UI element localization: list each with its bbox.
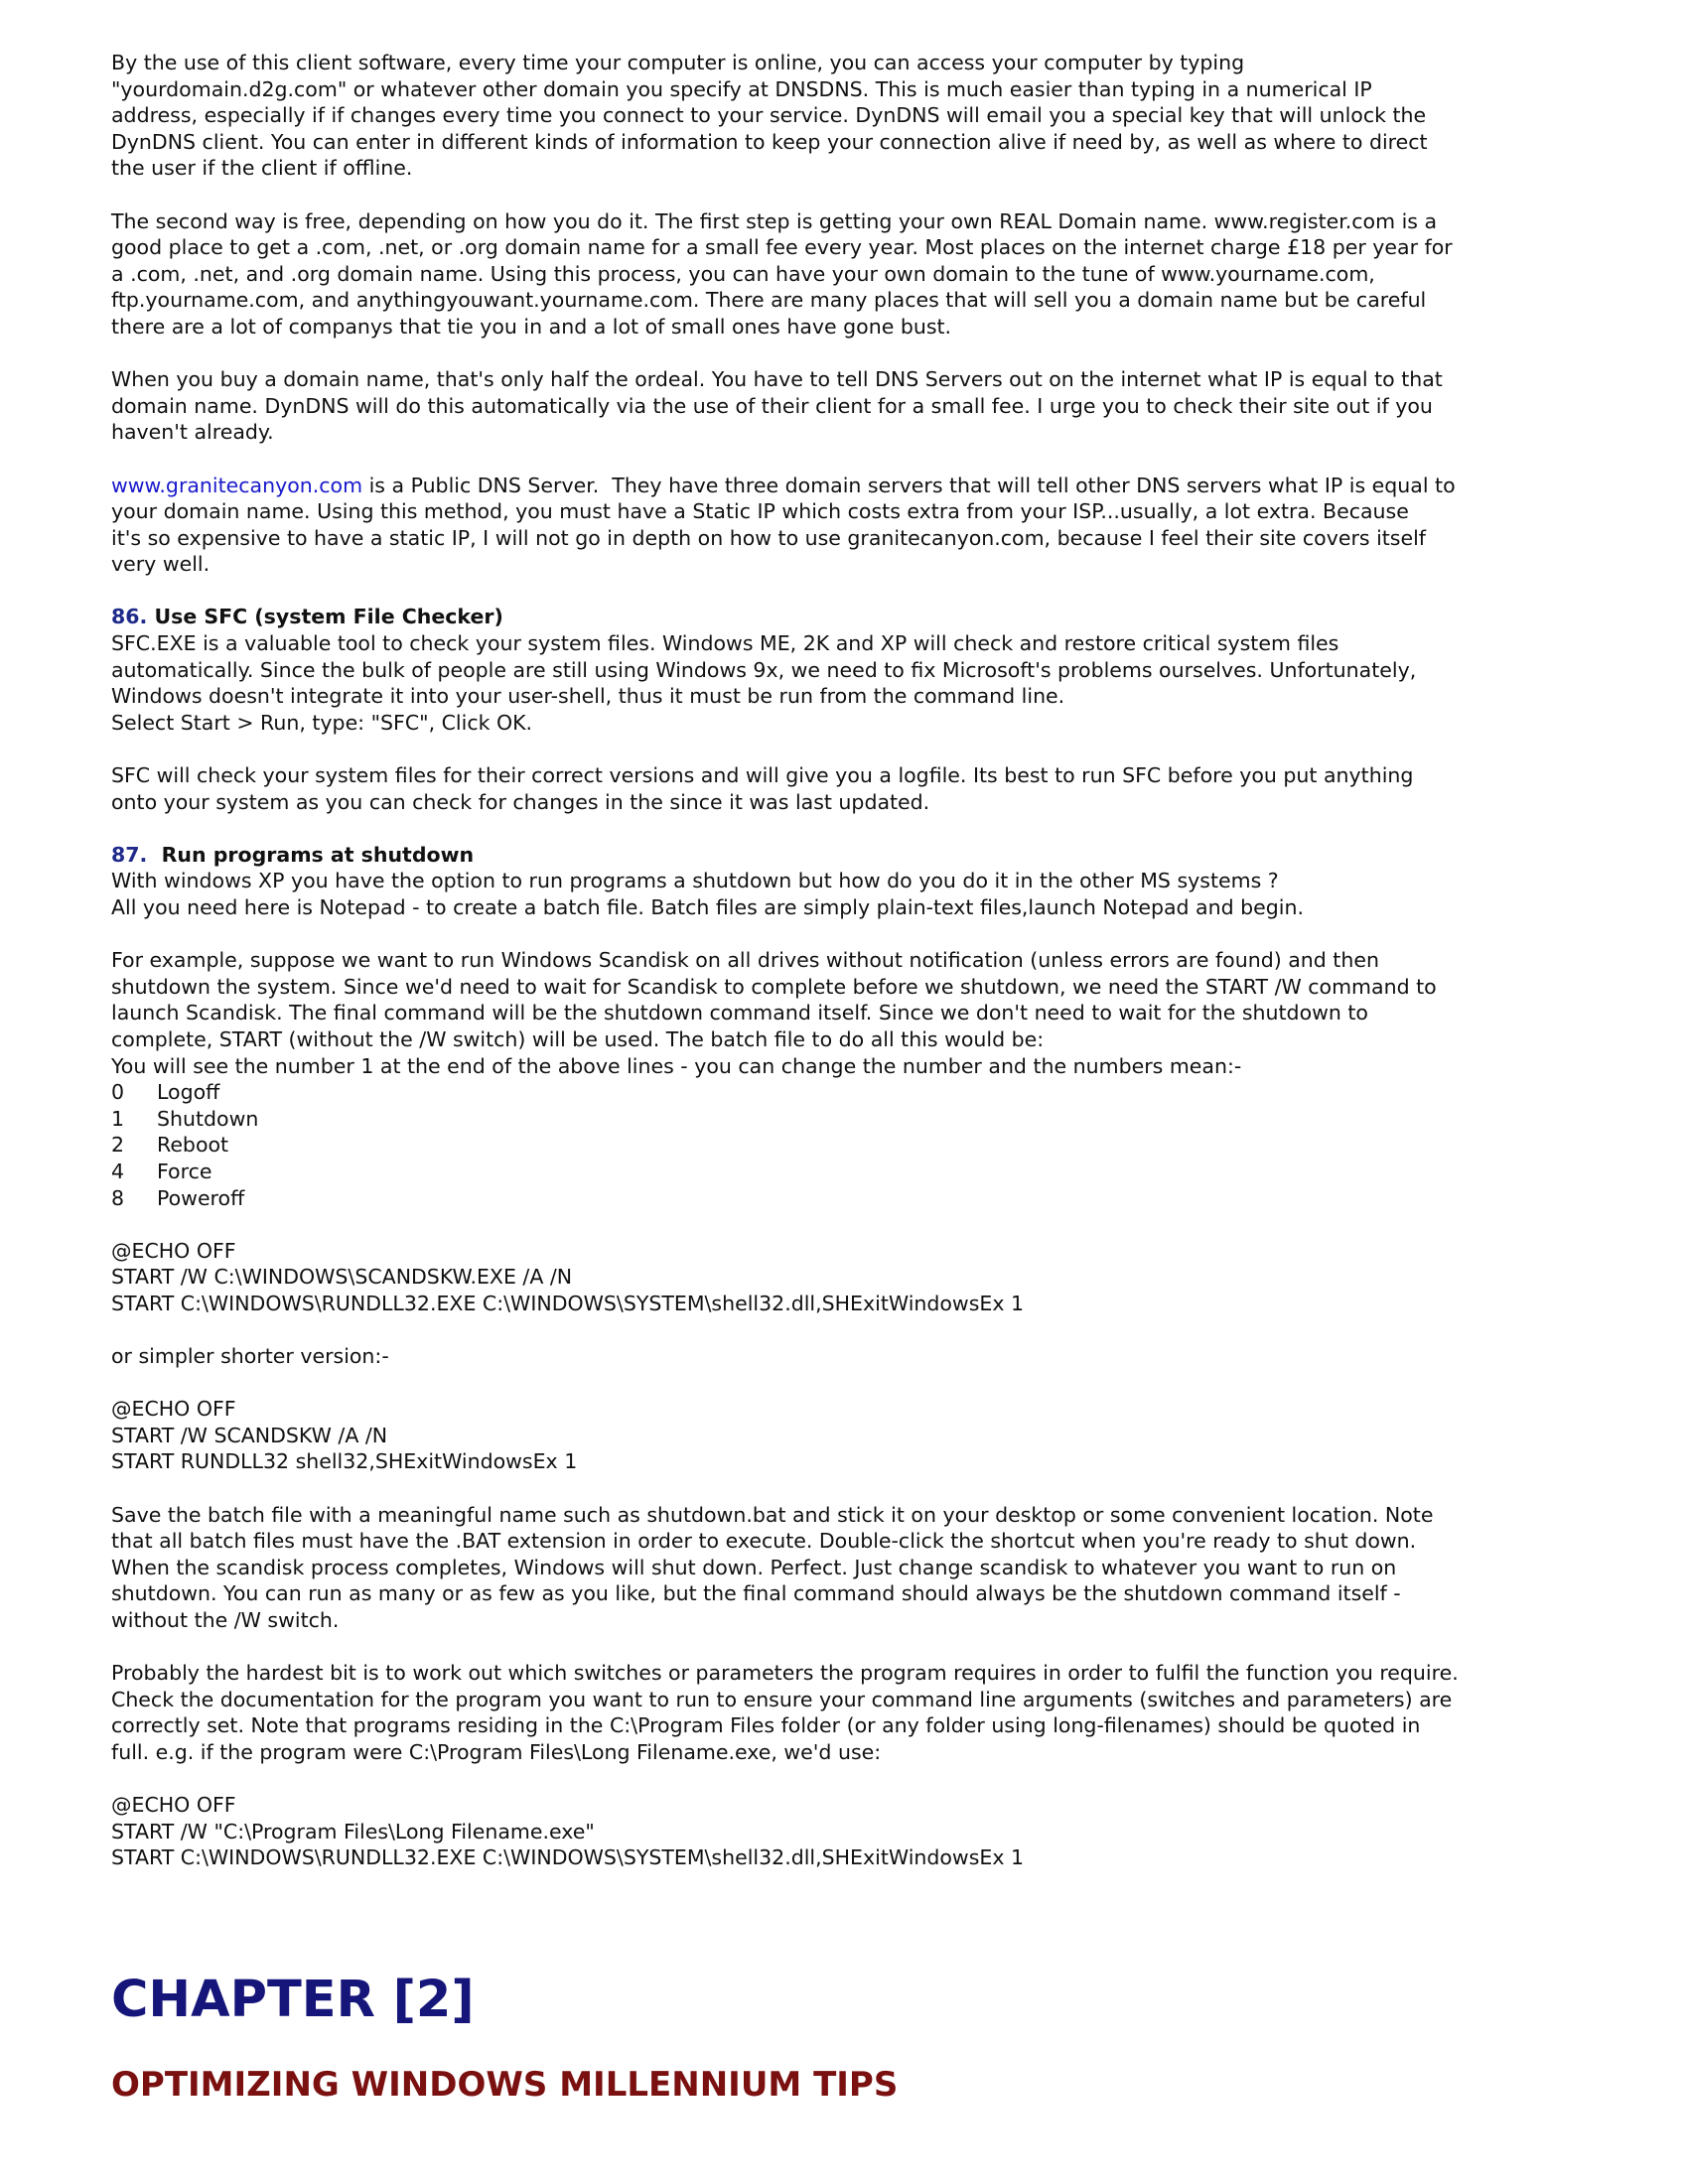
batch-code-block-2: @ECHO OFF START /W SCANDSKW /A /N START RUNDLL32 shell32,SHExitWindowsEx 1	[111, 1397, 578, 1474]
document-body	[111, 50, 1601, 1898]
list-item: 0 Logoff	[111, 1080, 220, 1105]
simpler-version-label: or simpler shorter version:-	[111, 1344, 389, 1369]
tip-87-intro: With windows XP you have the option to run programs a shutdown but how do you do it in the other MS systems ? All you need here is Notepad - to create a batch file. Batch files are simply plain-text files,launch Notepad and begin.	[111, 869, 1304, 919]
batch-code-block-3: @ECHO OFF START /W "C:\Program Files\Long Filename.exe" START C:\WINDOWS\RUNDLL32.EXE C:\WINDOWS\SYSTEM\shell32.dll,SHExitWindowsEx 1	[111, 1793, 1025, 1870]
shutdown-code-list	[111, 1079, 1601, 1211]
list-item: 2 Reboot	[111, 1133, 229, 1158]
chapter-subtitle: OPTIMIZING WINDOWS MILLENNIUM TIPS	[111, 2065, 899, 2105]
list-item: 8 Poweroff	[111, 1185, 245, 1210]
list-item: 4 Force	[111, 1159, 212, 1183]
hardest-bit-paragraph: Probably the hardest bit is to work out which switches or parameters the program requires in order to fulfil the function you require. Check the documentation for the program you want to run to ensure your command line arguments (switches and parameters) are correctly set. Note that programs residing in the C:\Program Files folder (or any folder using long-filenames) should be quoted in full. e.g. if the program were C:\Program Files\Long Filename.exe, we'd use:	[111, 1661, 1459, 1764]
tip-87-heading	[111, 842, 1601, 869]
granitecanyon-paragraph: www.granitecanyon.com is a Public DNS Server. They have three domain servers that will tell other DNS servers what IP is equal to your domain name. Using this method, you must have a Static IP which costs extra from your ISP...usually, a lot extra. Because it's so expensive to have a static IP, I will not go in depth on how to use granitecanyon.com, because I feel their site covers itself very well.	[111, 473, 1456, 577]
batch-code-block-1: @ECHO OFF START /W C:\WINDOWS\SCANDSKW.EXE /A /N START C:\WINDOWS\RUNDLL32.EXE C:\WINDOWS\SYSTEM\shell32.dll,SHExitWindowsEx 1	[111, 1238, 1025, 1315]
second-way-paragraph: The second way is free, depending on how you do it. The first step is getting your own REAL Domain name. www.register.com is a good place to get a .com, .net, or .org domain name for a small fee every year. Most places on the internet charge £18 per year for a .com, .net, and .org domain name. Using this process, you can have your own domain to the tune of www.yourname.com, ftp.yourname.com, and anythingyouwant.yourname.com. There are many places that will sell you a domain name but be careful there are a lot of companys that tie you in and a lot of small ones have gone bust.	[111, 208, 1453, 339]
chapter-title: CHAPTER [2]	[111, 1971, 475, 2029]
tip-86-followup: SFC will check your system files for their correct versions and will give you a logfile. Its best to run SFC before you put anything onto your system as you can check for changes in the since it was last updated.	[111, 763, 1414, 814]
tip-87-example: For example, suppose we want to run Windows Scandisk on all drives without notification (unless errors are found) and then shutdown the system. Since we'd need to wait for Scandisk to complete before we shutdown, we need the START /W command to launch Scandisk. The final command will be the shutdown command itself. Since we don't need to wait for the shutdown to complete, START (without the /W switch) will be used. The batch file to do all this would be: You will see the number 1 at the end of the above lines - you can change the number and the numbers mean:-	[111, 948, 1437, 1078]
tip-86-number: 86.	[111, 605, 148, 629]
save-batch-paragraph: Save the batch file with a meaningful name such as shutdown.bat and stick it on your desktop or some convenient location. Note that all batch files must have the .BAT extension in order to execute. Double-click the shortcut when you're ready to shut down. When the scandisk process completes, Windows will shut down. Perfect. Just change scandisk to whatever you want to run on shutdown. You can run as many or as few as you like, but the final command should always be the shutdown command itself - without the /W switch.	[111, 1502, 1434, 1633]
granitecanyon-link[interactable]: www.granitecanyon.com	[111, 473, 363, 497]
tip-87-title: Run programs at shutdown	[147, 842, 475, 867]
list-item: 1 Shutdown	[111, 1106, 259, 1131]
tip-87-number: 87.	[111, 842, 148, 867]
intro-paragraph: By the use of this client software, every time your computer is online, you can access your computer by typing "yourdomain.d2g.com" or whatever other domain you specify at DNSDNS. This is much easier than typing in a numerical IP address, especially if if changes every time you connect to your service. DynDNS will email you a special key that will unlock the DynDNS client. You can enter in different kinds of information to keep your connection alive if need by, as well as where to direct the user if the client if offline.	[111, 51, 1428, 181]
buy-domain-paragraph: When you buy a domain name, that's only half the ordeal. You have to tell DNS Servers out on the internet what IP is equal to that domain name. DynDNS will do this automatically via the use of their client for a small fee. I urge you to check their site out if you haven't already.	[111, 367, 1443, 445]
tip-86-heading	[111, 604, 1601, 630]
tip-86-body: SFC.EXE is a valuable tool to check your system files. Windows ME, 2K and XP will check and restore critical system files automatically. Since the bulk of people are still using Windows 9x, we need to fix Microsoft's problems ourselves. Unfortunately, Windows doesn't integrate it into your user-shell, thus it must be run from the command line. Select Start > Run, type: "SFC", Click OK.	[111, 631, 1417, 735]
tip-86-title: Use SFC (system File Checker)	[147, 605, 503, 629]
